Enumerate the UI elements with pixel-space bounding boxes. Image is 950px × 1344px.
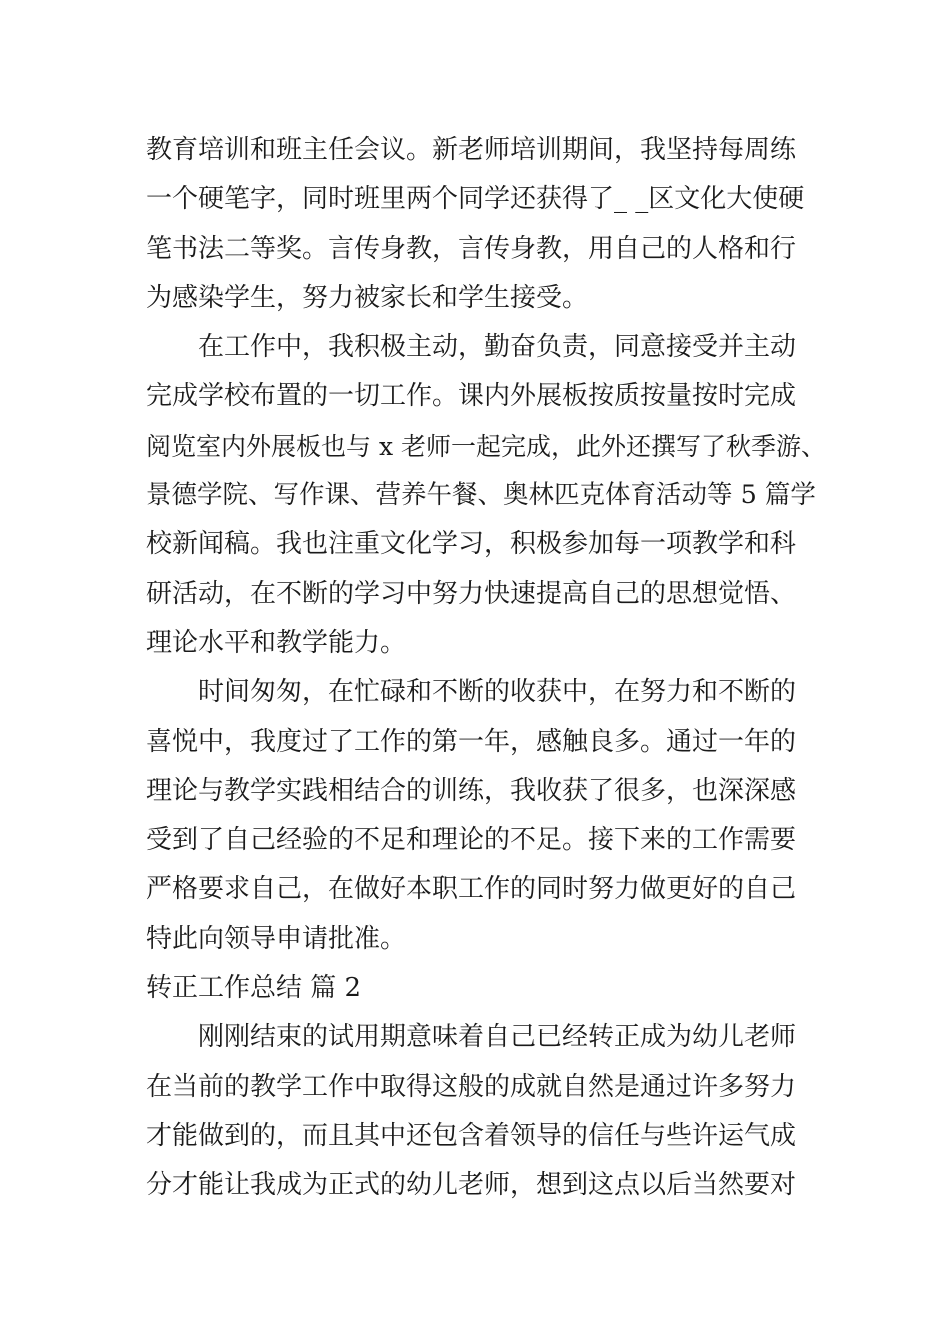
document-body [146, 126, 826, 1211]
text-line: 在当前的教学工作中取得这般的成就自然是通过许多努力 [146, 1071, 797, 1102]
text-line: 完成学校布置的一切工作。课内外展板按质按量按时完成 [146, 381, 797, 412]
text-line: 刚刚结束的试用期意味着自己已经转正成为幼儿老师 [198, 1022, 797, 1053]
text-line: 分才能让我成为正式的幼儿老师，想到这点以后当然要对 [146, 1170, 797, 1201]
text-line: 教育培训和班主任会议。新老师培训期间，我坚持每周练 [146, 135, 797, 165]
text-line: 一个硬笔字，同时班里两个同学还获得了_ _区文化大使硬 [146, 184, 805, 215]
text-line: 理论与教学实践相结合的训练，我收获了很多，也深深感 [146, 775, 797, 806]
text-line: 受到了自己经验的不足和理论的不足。接下来的工作需要 [146, 825, 797, 856]
text-line: 时间匆匆，在忙碌和不断的收获中，在努力和不断的 [198, 677, 797, 708]
text-line: 研活动，在不断的学习中努力快速提高自己的思想觉悟、 [146, 578, 797, 609]
text-line: 在工作中，我积极主动，勤奋负责，同意接受并主动 [198, 332, 797, 363]
text-line: 才能做到的，而且其中还包含着领导的信任与些许运气成 [146, 1120, 797, 1151]
text-line: 阅览室内外展板也与 x 老师一起完成，此外还撰写了秋季游、 [146, 431, 826, 461]
text-line: 喜悦中，我度过了工作的第一年，感触良多。通过一年的 [146, 726, 797, 757]
text-line: 特此向领导申请批准。 [146, 923, 407, 954]
text-line: 理论水平和教学能力。 [146, 627, 407, 658]
text-line: 严格要求自己，在做好本职工作的同时努力做更好的自己 [146, 874, 797, 905]
text-line: 为感染学生，努力被家长和学生接受。 [146, 282, 589, 313]
text-line: 校新闻稿。我也注重文化学习，积极参加每一项教学和科 [146, 529, 797, 560]
section-heading: 转正工作总结 篇 2 [146, 973, 362, 1004]
text-line: 景德学院、写作课、营养午餐、奥林匹克体育活动等 5 篇学 [146, 480, 816, 511]
text-line: 笔书法二等奖。言传身教，言传身教，用自己的人格和行 [146, 233, 797, 264]
